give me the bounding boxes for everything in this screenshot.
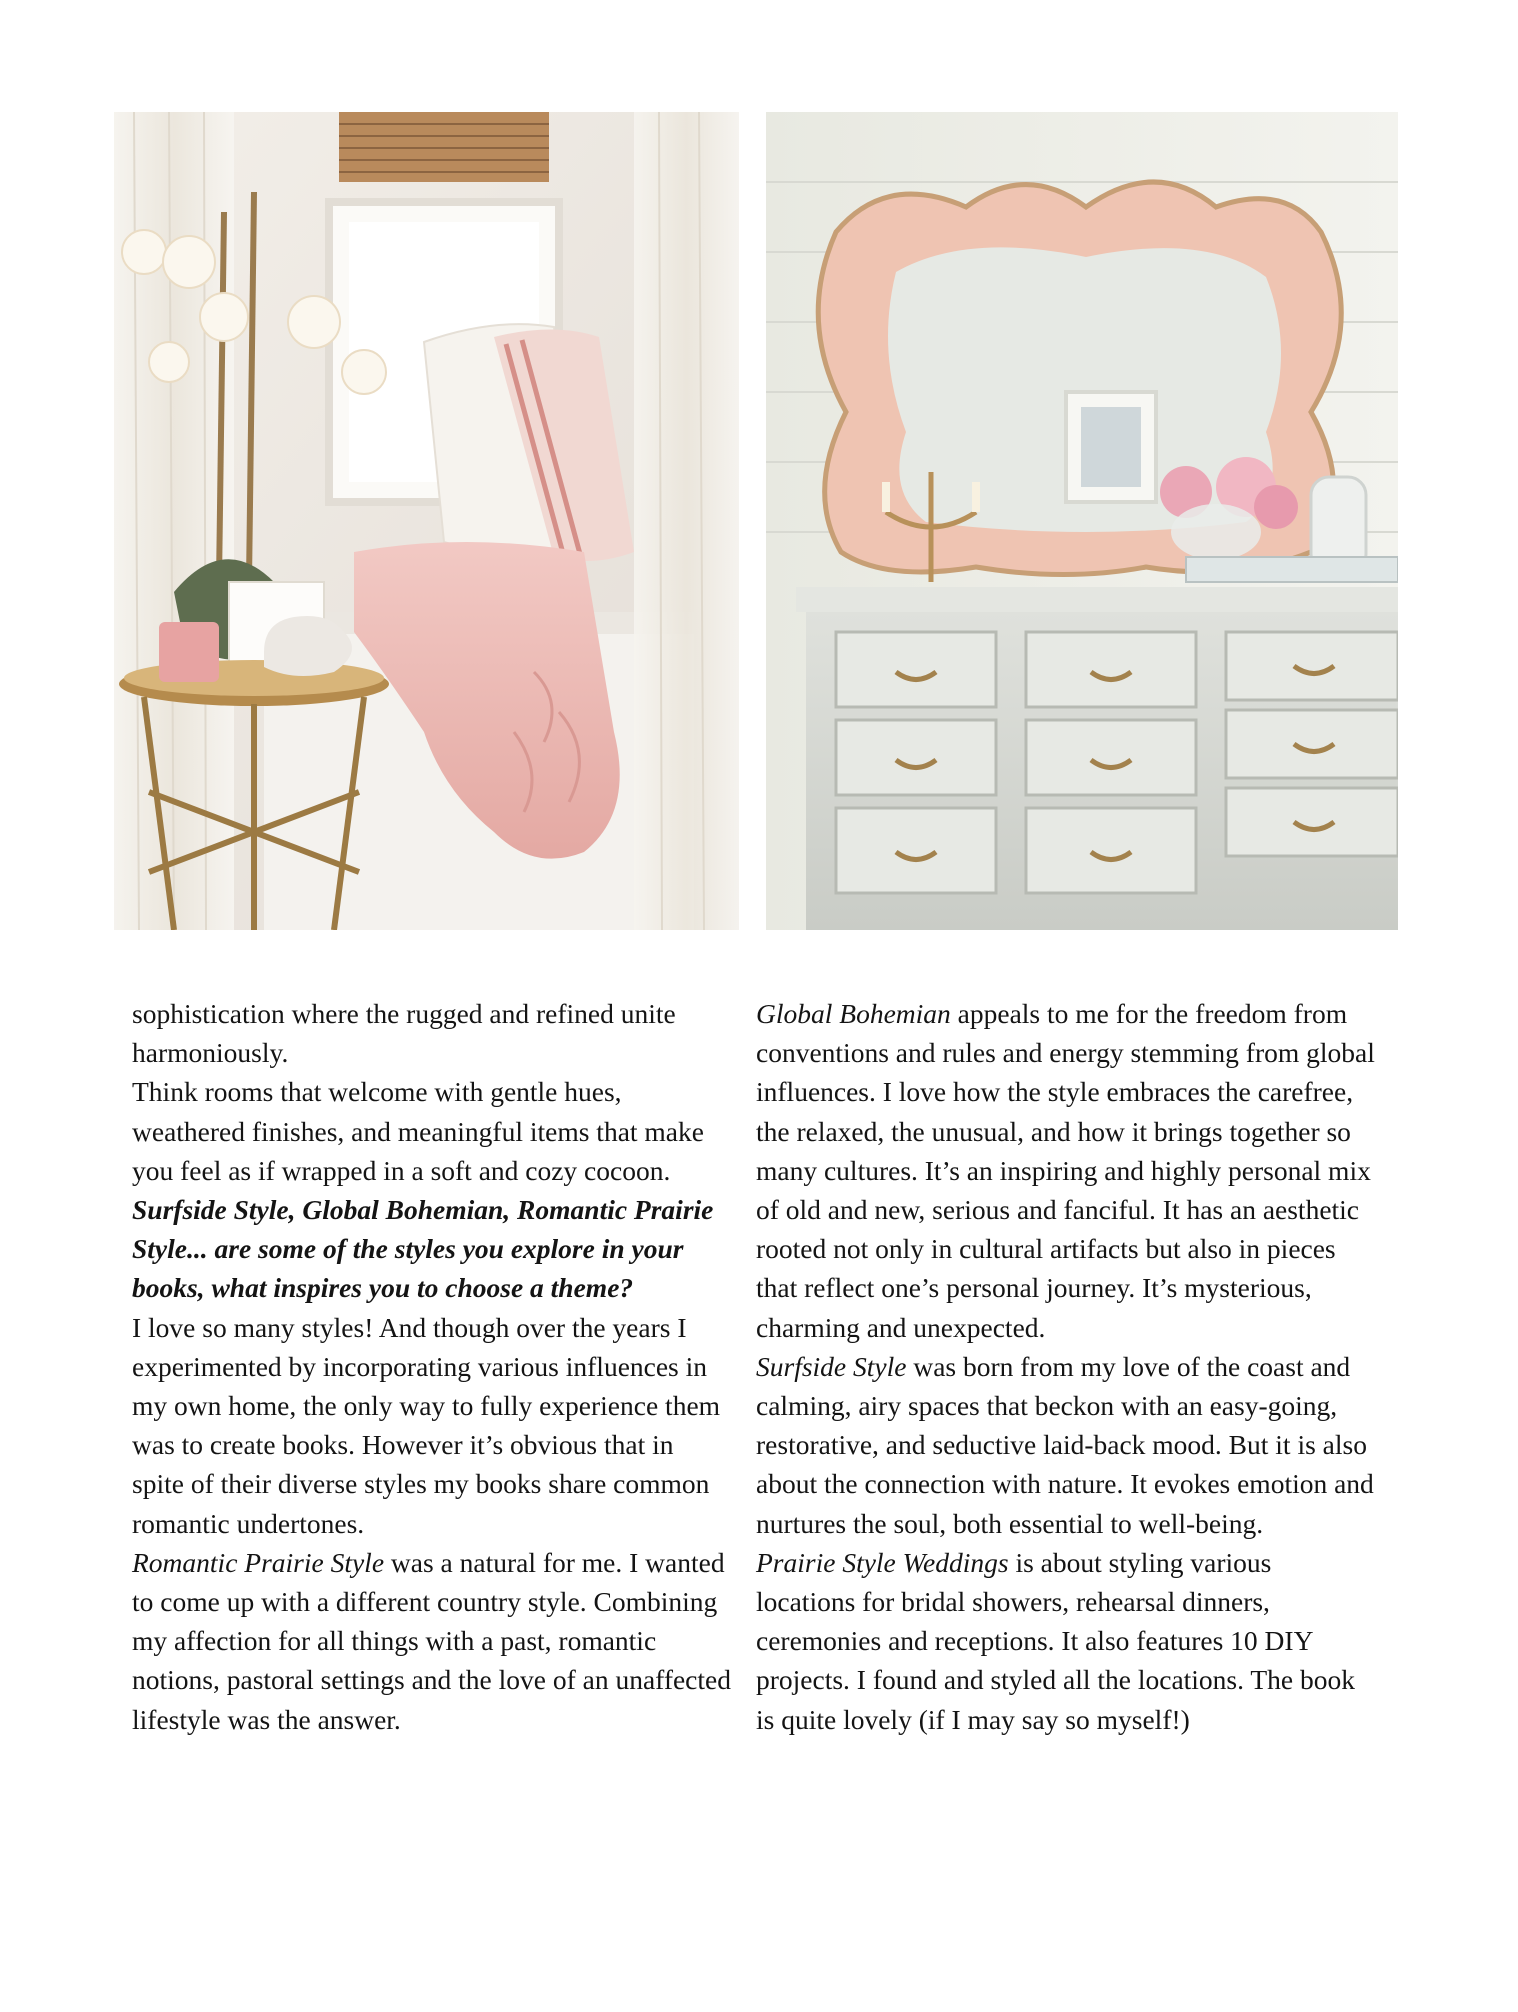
right-paragraph-1	[756, 994, 1376, 1347]
book-title-romantic-prairie-style: Romantic Prairie Style	[132, 1546, 385, 1578]
left-paragraph-4-text: was a natural for me. I wanted to come up with a different country style. Combining my affection for all things with a past, romantic notions, pastoral settings and the love of an unaffected lifestyle was the answer.	[132, 1546, 731, 1735]
vanity-mirror-illustration	[766, 112, 1398, 930]
right-paragraph-1-text: appeals to me for the freedom from conventions and rules and energy stemming from global influences. I love how the style embraces the carefree, the relaxed, the unusual, and how it brings together so many cultures. It’s an inspiring and highly personal mix of old and new, serious and fanciful. It has an aesthetic rooted not only in cultural artifacts but also in pieces that reflect one’s personal journey. It’s mysterious, charming and unexpected.	[756, 998, 1375, 1343]
book-title-surfside-style: Surfside Style	[756, 1350, 907, 1382]
right-paragraph-3	[756, 1543, 1376, 1739]
left-paragraph-1: sophistication where the rugged and refined unite harmoniously.	[132, 998, 676, 1069]
book-title-global-bohemian: Global Bohemian	[756, 998, 951, 1029]
right-paragraph-2	[756, 1347, 1376, 1543]
left-paragraph-4	[132, 1543, 732, 1739]
left-paragraph-3: I love so many styles! And though over the years I experimented by incorporating various influences in my own home, the only way to fully experience them was to create books. However it’s obvious that in spite of their diverse styles my books share common romantic undertones.	[132, 1311, 721, 1539]
right-paragraph-3-text: is about styling various locations for bridal showers, rehearsal dinners, ceremonies and receptions. It also features 10 DIY projects. I found and styled all the locations. The book is quite lovely (if I may say so myself!)	[756, 1546, 1356, 1735]
right-text-column	[756, 994, 1376, 1739]
window-seat-illustration	[114, 112, 739, 930]
book-title-prairie-style-weddings: Prairie Style Weddings	[756, 1546, 1009, 1578]
right-paragraph-2-text: was born from my love of the coast and calming, airy spaces that beckon with an easy-going, restorative, and seductive laid-back mood. But it is also about the connection with nature. It evokes emotion and nurtures the soul, both essential to well-being.	[756, 1350, 1374, 1539]
interview-question: Surfside Style, Global Bohemian, Romantic Prairie Style... are some of the styles you explore in your books, what inspires you to choose a theme?	[132, 1194, 714, 1304]
window-seat-photo	[114, 112, 739, 930]
left-paragraph-2: Think rooms that welcome with gentle hues, weathered finishes, and meaningful items that make you feel as if wrapped in a soft and cozy cocoon.	[132, 1076, 704, 1186]
left-text-column	[132, 994, 732, 1739]
vanity-mirror-photo	[766, 112, 1398, 930]
